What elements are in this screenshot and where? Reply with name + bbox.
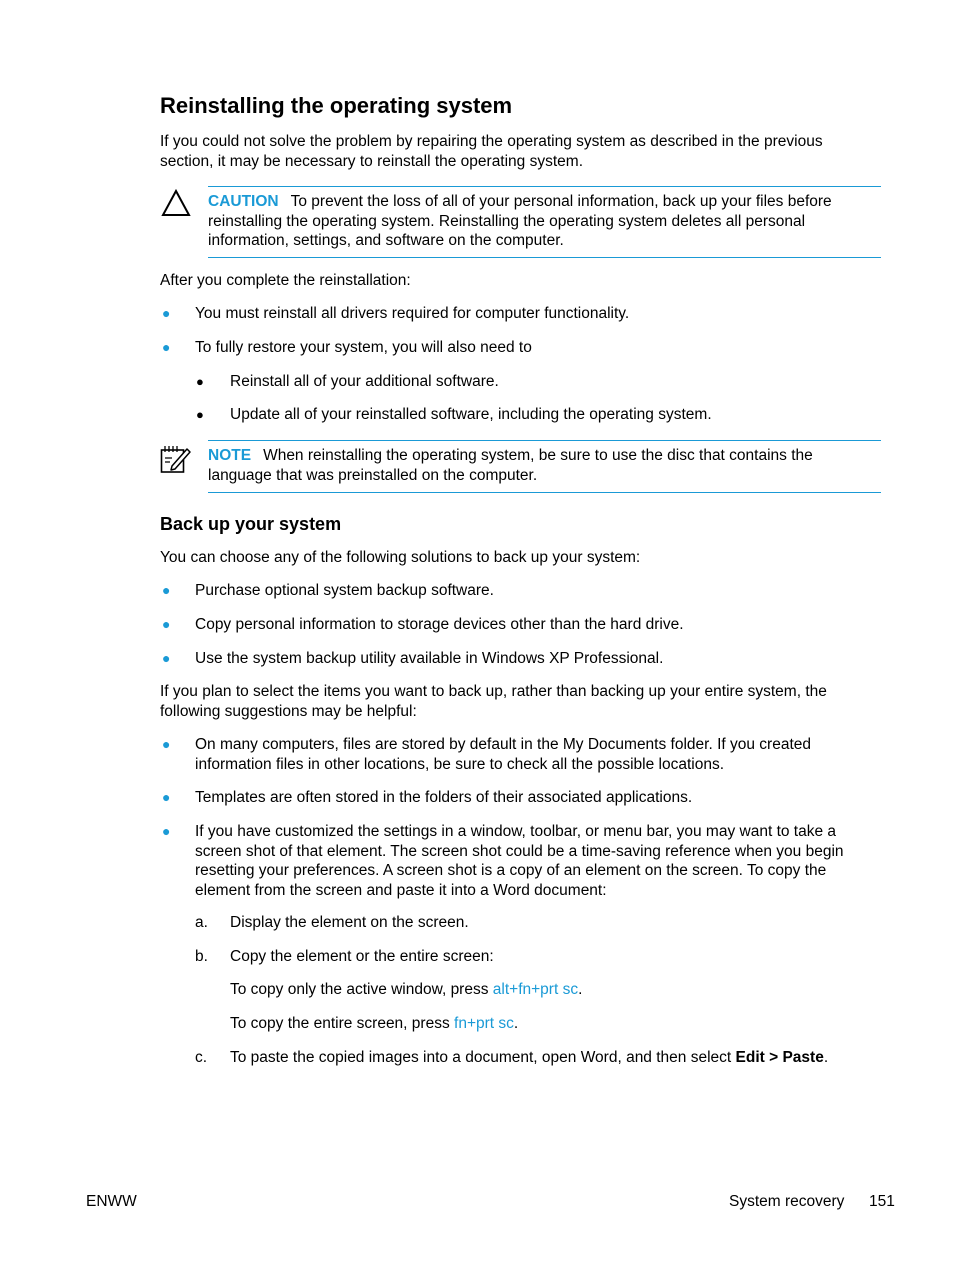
step-c-text <box>230 1048 875 1068</box>
caution-triangle-icon <box>160 188 192 218</box>
caution-text: To prevent the loss of all of your personal information, back up your files before reinstalling the operating system. Reinstalling the operating system deletes all personal information, settings, and software on the computer. <box>208 193 832 249</box>
bullet-icon: ● <box>162 823 171 839</box>
bullet-icon: ● <box>162 650 171 666</box>
caution-top-rule <box>208 186 881 187</box>
bullet-icon: ● <box>162 616 171 632</box>
list-item: If you have customized the settings in a window, toolbar, or menu bar, you may want to take a screen shot of that element. The screen shot could be a time-saving reference when you begin resetting your preferences. A screen shot is a copy of an element on the screen. To copy the element from the screen and paste it into a Word document: <box>195 823 844 899</box>
step-b-active-suffix: . <box>578 981 583 998</box>
plan-intro: If you plan to select the items you want to back up, rather than backing up your entire system, the following suggestions may be helpful: <box>160 683 827 720</box>
step-b-active-prefix: To copy only the active window, press <box>230 981 493 998</box>
list-item: Use the system backup utility available in Windows XP Professional. <box>195 650 664 667</box>
step-b-active-window <box>230 980 875 1000</box>
sub-bullet-icon: ● <box>196 407 204 422</box>
footer-left: ENWW <box>86 1193 137 1210</box>
step-b-entire-suffix: . <box>513 1015 519 1032</box>
list-item: On many computers, files are stored by default in the My Documents folder. If you created information files in other locations, be sure to check all the possible locations. <box>195 736 811 773</box>
step-marker: a. <box>195 914 208 931</box>
step-b-entire-screen <box>230 1014 875 1034</box>
step-marker: c. <box>195 1049 208 1066</box>
after-intro: After you complete the reinstallation: <box>160 272 411 289</box>
caution-callout <box>208 192 873 251</box>
note-pad-icon <box>160 444 192 474</box>
page-title: Reinstalling the operating system <box>160 93 513 118</box>
sub-list-item: Reinstall all of your additional software. <box>230 373 499 390</box>
note-callout <box>208 446 873 485</box>
list-item: Templates are often stored in the folders of their associated applications. <box>195 789 693 806</box>
bullet-icon: ● <box>162 789 171 805</box>
caution-label: CAUTION <box>208 193 279 210</box>
sub-bullet-icon: ● <box>196 374 204 389</box>
bullet-icon: ● <box>162 582 171 598</box>
list-item: Copy personal information to storage devices other than the hard drive. <box>195 616 684 633</box>
note-label: NOTE <box>208 447 252 464</box>
menu-path-edit-paste: Edit > Paste <box>735 1049 824 1066</box>
page-number: 151 <box>869 1193 895 1210</box>
footer-section: System recovery <box>729 1193 845 1210</box>
bullet-icon: ● <box>162 339 171 355</box>
bullet-icon: ● <box>162 305 171 321</box>
bullet-icon: ● <box>162 736 171 752</box>
note-text: When reinstalling the operating system, be sure to use the disc that contains the language that was preinstalled on the computer. <box>208 447 813 484</box>
list-item: Purchase optional system backup software. <box>195 582 494 599</box>
step-c-prefix: To paste the copied images into a document, open Word, and then select <box>230 1049 736 1066</box>
backup-intro: You can choose any of the following solutions to back up your system: <box>160 549 641 566</box>
caution-bottom-rule <box>208 257 881 258</box>
step-marker: b. <box>195 948 208 965</box>
section-heading: Back up your system <box>160 514 342 534</box>
note-bottom-rule <box>208 492 881 493</box>
list-item: To fully restore your system, you will also need to <box>195 339 532 356</box>
step-a-text: Display the element on the screen. <box>230 914 469 931</box>
note-top-rule <box>208 440 881 441</box>
step-b-text: Copy the element or the entire screen: <box>230 948 494 965</box>
intro-paragraph: If you could not solve the problem by repairing the operating system as described in the previous section, it may be necessary to reinstall the operating system. <box>160 133 823 170</box>
key-combo-fn-prtsc: fn+prt sc <box>454 1015 514 1032</box>
step-b-entire-prefix: To copy the entire screen, press <box>230 1015 455 1032</box>
sub-list-item: Update all of your reinstalled software, including the operating system. <box>230 406 712 423</box>
step-c-suffix: . <box>823 1049 829 1066</box>
key-combo-alt-fn-prtsc: alt+fn+prt sc <box>492 981 579 998</box>
list-item: You must reinstall all drivers required for computer functionality. <box>195 305 630 322</box>
